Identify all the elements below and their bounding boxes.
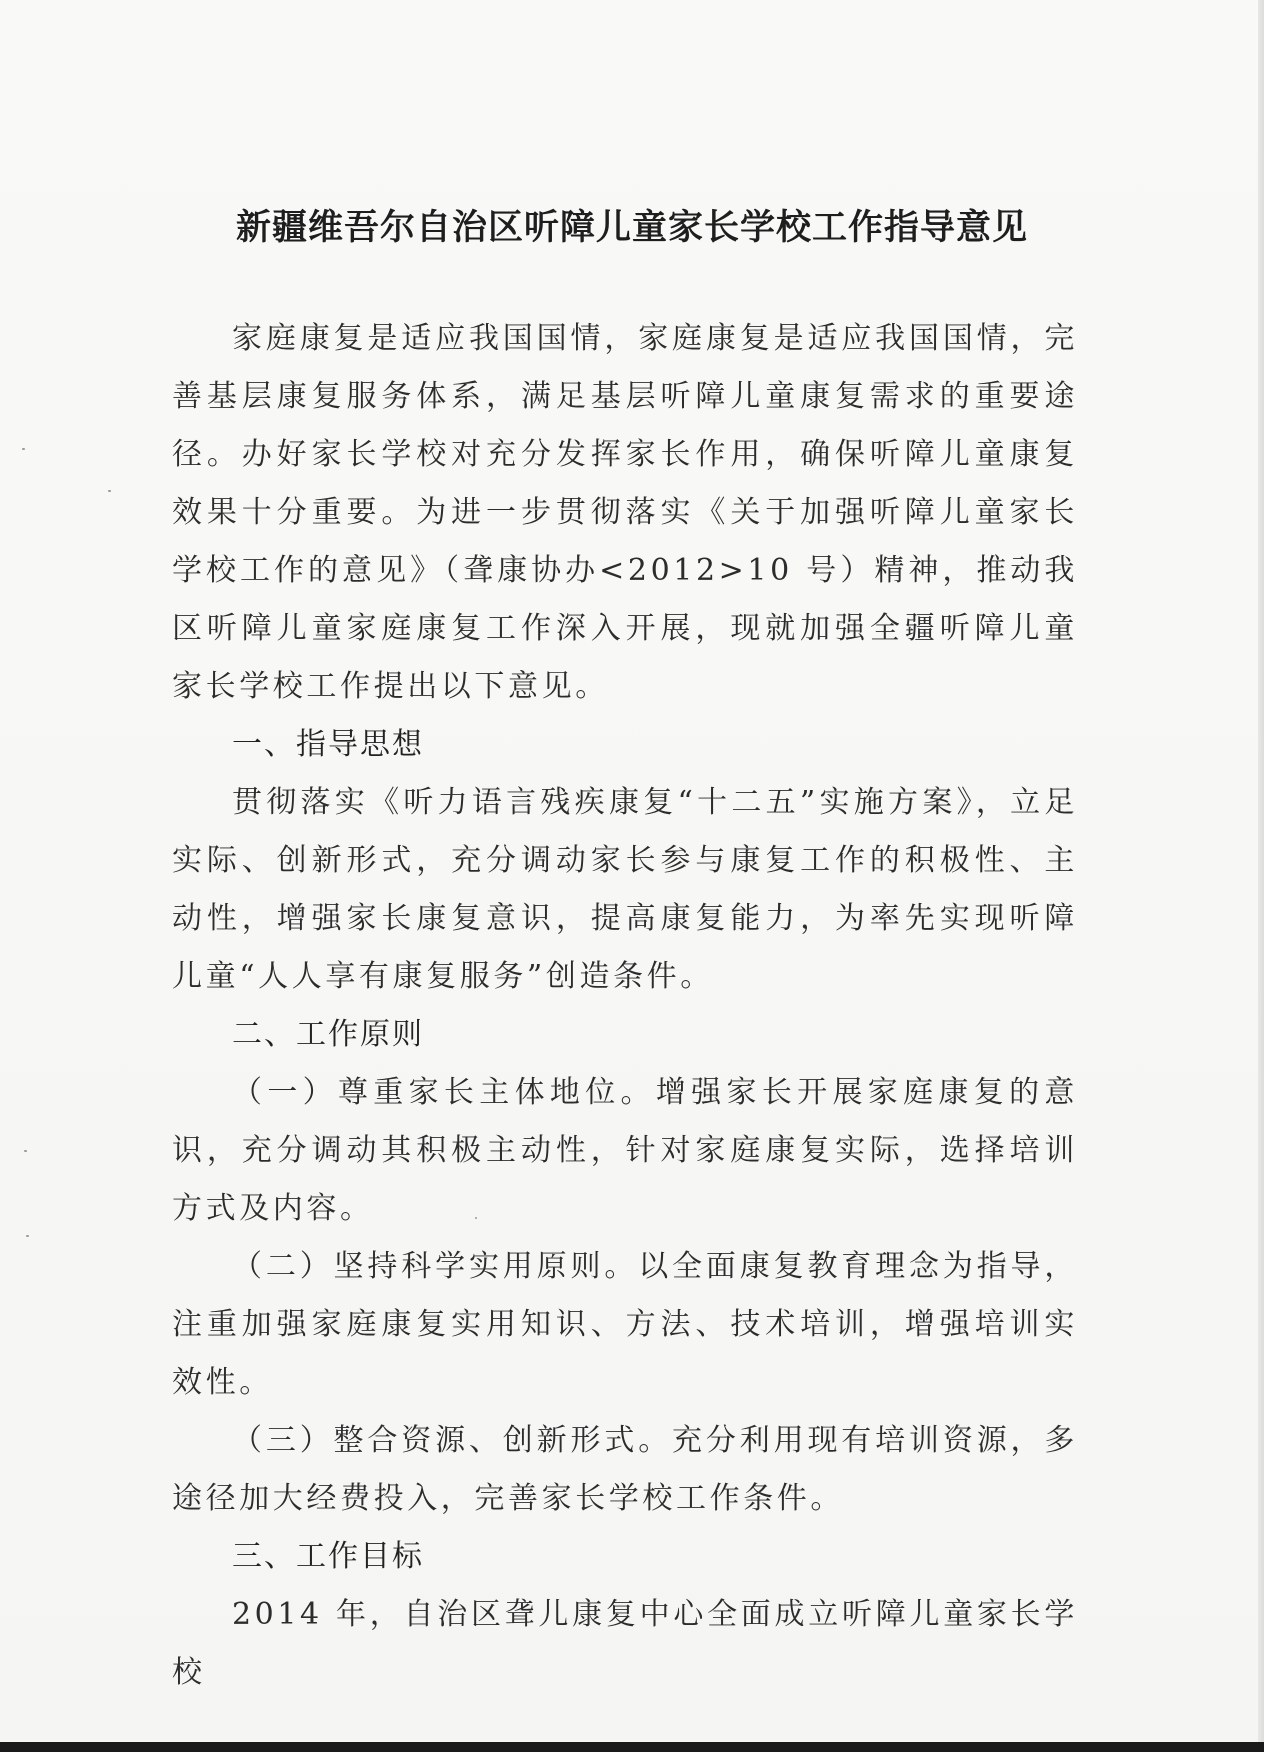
scan-speck <box>26 1235 29 1237</box>
section-heading-work-principles: 二、工作原则 <box>232 1017 424 1052</box>
scan-speck <box>108 490 111 492</box>
principle-item-1: （一）尊重家长主体地位。增强家长开展家庭康复的意识，充分调动其积极主动性，针对家庭康复实际，选择培训方式及内容。 <box>172 1075 1078 1226</box>
section-heading-guiding-thought: 一、指导思想 <box>232 727 424 762</box>
section-paragraph-guiding-thought: 贯彻落实《听力语言残疾康复“十二五”实施方案》，立足实际、创新形式，充分调动家长参与康复工作的积极性、主动性，增强家长康复意识，提高康复能力，为率先实现听障儿童“人人享有康复服务”创造条件。 <box>172 785 1078 994</box>
document-title: 新疆维吾尔自治区听障儿童家长学校工作指导意见 <box>235 208 1028 248</box>
intro-paragraph: 家庭康复是适应我国国情，家庭康复是适应我国国情，完善基层康复服务体系，满足基层听障儿童康复需求的重要途径。办好家长学校对充分发挥家长作用，确保听障儿童康复效果十分重要。为进一步贯彻落实《关于加强听障儿童家长学校工作的意见》（聋康协办<2012>10 号）精神，推动我区听障儿童家庭康复工作深入开展，现就加强全疆听障儿童家长学校工作提出以下意见。 <box>172 321 1078 704</box>
principle-item-2: （二）坚持科学实用原则。以全面康复教育理念为指导，注重加强家庭康复实用知识、方法、技术培训，增强培训实效性。 <box>172 1249 1078 1400</box>
section-heading-work-goals: 三、工作目标 <box>232 1539 424 1574</box>
section-paragraph-work-goals: 2014 年，自治区聋儿康复中心全面成立听障儿童家长学校 <box>172 1597 1078 1690</box>
scan-speck <box>24 1150 27 1152</box>
scan-speck <box>22 448 25 450</box>
document-body <box>172 310 1078 1702</box>
principle-item-3: （三）整合资源、创新形式。充分利用现有培训资源，多途径加大经费投入，完善家长学校工作条件。 <box>172 1423 1078 1516</box>
scan-edge-shadow <box>1258 0 1264 1752</box>
scan-bottom-border <box>0 1742 1264 1752</box>
